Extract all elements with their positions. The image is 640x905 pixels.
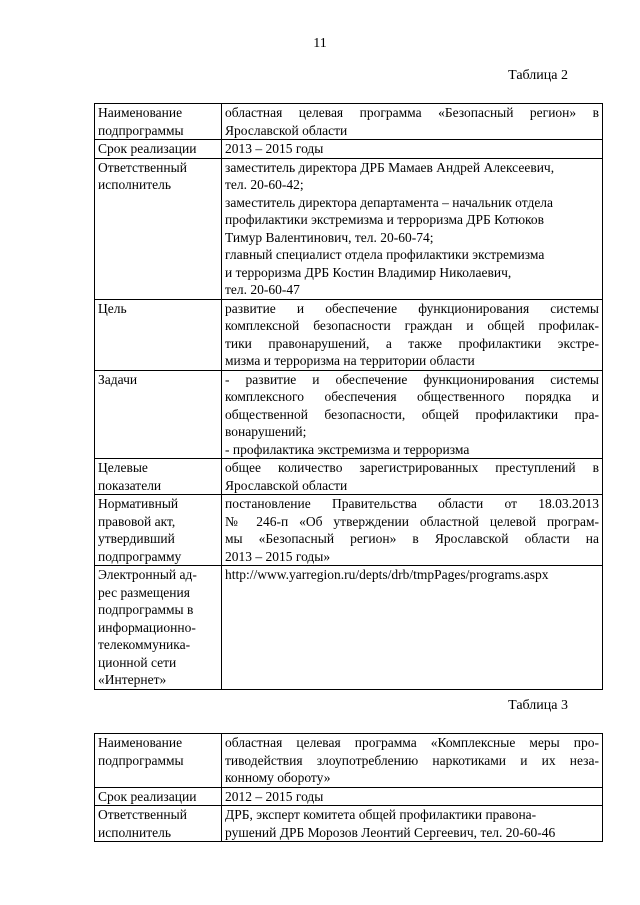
row-value-line: тел. 20-60-42; bbox=[225, 177, 304, 192]
table-row bbox=[95, 495, 603, 566]
row-label-line: Целевые bbox=[98, 460, 148, 475]
row-label-line: Цель bbox=[98, 300, 127, 316]
row-label-line: показатели bbox=[98, 477, 162, 493]
row-value-cell bbox=[222, 806, 603, 842]
row-value-cell bbox=[222, 495, 603, 566]
row-value-line: областная целевая программа «Комплексные меры про- bbox=[225, 735, 599, 750]
row-value-line: тики правонарушений, а также профилактики экстре- bbox=[225, 335, 599, 351]
row-label-cell bbox=[95, 140, 222, 159]
row-label-cell bbox=[95, 299, 222, 370]
row-value-line: тел. 20-60-47 bbox=[225, 282, 300, 297]
row-label-cell bbox=[95, 734, 222, 788]
row-value-line: ДРБ, эксперт комитета общей профилактики правона- bbox=[225, 807, 537, 822]
row-value-line: Тимур Валентинович, тел. 20-60-74; bbox=[225, 229, 434, 245]
row-label-line: подпрограммы в bbox=[98, 602, 194, 617]
row-label-line: «Интернет» bbox=[98, 672, 167, 687]
row-value-cell bbox=[222, 140, 603, 159]
row-label-line: информационно- bbox=[98, 619, 196, 635]
row-label-line: Ответственный bbox=[98, 807, 187, 822]
row-value-line: заместитель директора ДРБ Мамаев Андрей Алексеевич, bbox=[225, 159, 555, 175]
table-row bbox=[95, 734, 603, 788]
table-2-caption: Таблица 2 bbox=[508, 68, 568, 83]
row-label-line: рес размещения bbox=[98, 584, 190, 600]
table-2-body bbox=[95, 104, 603, 690]
row-value-line: конному обороту» bbox=[225, 770, 331, 785]
table-row bbox=[95, 370, 603, 459]
row-label-cell bbox=[95, 459, 222, 495]
row-value-line: № 246-п «Об утверждении областной целевой програм- bbox=[225, 513, 599, 529]
row-label-line: ционной сети bbox=[98, 654, 177, 670]
row-label-line: подпрограммы bbox=[98, 752, 184, 768]
row-label-line: правовой акт, bbox=[98, 513, 176, 529]
row-label-line: Срок реализации bbox=[98, 141, 197, 156]
row-label-line: подпрограммы bbox=[98, 122, 184, 138]
row-value-line: тиводействия злоупотреблению наркотиками и их неза- bbox=[225, 752, 599, 768]
row-label-line: Нормативный bbox=[98, 496, 179, 511]
row-value-line: - развитие и обеспечение функционирования системы bbox=[225, 371, 599, 387]
row-value-line: 2012 – 2015 годы bbox=[225, 788, 324, 804]
row-label-line: утвердивший bbox=[98, 531, 175, 546]
row-value-cell bbox=[222, 370, 603, 459]
table-row bbox=[95, 806, 603, 842]
row-value-line: вонарушений; bbox=[225, 424, 307, 439]
row-label-line: Электронный ад- bbox=[98, 567, 197, 582]
row-value-line: развитие и обеспечение функционирования системы bbox=[225, 300, 599, 316]
row-label-line: Задачи bbox=[98, 371, 138, 387]
row-value-cell bbox=[222, 158, 603, 299]
row-label-cell bbox=[95, 566, 222, 690]
table-3-body bbox=[95, 734, 603, 842]
table-row bbox=[95, 104, 603, 140]
row-value-cell bbox=[222, 459, 603, 495]
row-value-line: и терроризма ДРБ Костин Владимир Николаевич, bbox=[225, 264, 512, 280]
row-value-cell bbox=[222, 734, 603, 788]
table-row bbox=[95, 787, 603, 806]
row-label-line: телекоммуника- bbox=[98, 637, 191, 652]
row-label-cell bbox=[95, 104, 222, 140]
row-label-line: Ответственный bbox=[98, 159, 187, 175]
row-value-line: общественной безопасности, общей профилактики пра- bbox=[225, 406, 599, 422]
row-value-line: - профилактика экстремизма и терроризма bbox=[225, 441, 470, 457]
row-label-cell bbox=[95, 787, 222, 806]
row-value-line: http://www.yarregion.ru/depts/drb/tmpPages/programs.aspx bbox=[225, 567, 549, 582]
row-value-line: 2013 – 2015 годы» bbox=[225, 548, 331, 564]
row-label-line: подпрограмму bbox=[98, 548, 182, 564]
row-label-line: исполнитель bbox=[98, 824, 171, 840]
row-label-line: Наименование bbox=[98, 105, 183, 120]
table-3 bbox=[94, 733, 603, 842]
row-value-line: профилактики экстремизма и терроризма ДРБ Котюков bbox=[225, 212, 545, 227]
row-label-cell bbox=[95, 806, 222, 842]
table-row bbox=[95, 566, 603, 690]
row-value-cell bbox=[222, 104, 603, 140]
row-value-line: комплексной безопасности граждан и общей профилак- bbox=[225, 318, 599, 333]
table-row bbox=[95, 158, 603, 299]
row-value-line: областная целевая программа «Безопасный регион» в bbox=[225, 105, 599, 120]
row-label-line: Срок реализации bbox=[98, 788, 197, 804]
table-row bbox=[95, 459, 603, 495]
row-value-line: Ярославской области bbox=[225, 477, 348, 493]
row-label-cell bbox=[95, 370, 222, 459]
row-value-line: комплексного обеспечения общественного порядка и bbox=[225, 389, 599, 404]
table-row bbox=[95, 140, 603, 159]
row-value-line: общее количество зарегистрированных преступлений в bbox=[225, 460, 599, 475]
row-label-line: исполнитель bbox=[98, 177, 171, 192]
table-row bbox=[95, 299, 603, 370]
row-label-cell bbox=[95, 495, 222, 566]
row-value-line: постановление Правительства области от 18.03.2013 bbox=[225, 496, 599, 511]
row-value-cell bbox=[222, 787, 603, 806]
row-value-line: Ярославской области bbox=[225, 122, 348, 138]
table-3-caption: Таблица 3 bbox=[508, 698, 568, 713]
row-label-cell bbox=[95, 158, 222, 299]
row-value-line: мизма и терроризма на территории области bbox=[225, 353, 475, 368]
page-number: 11 bbox=[313, 36, 327, 51]
row-value-cell bbox=[222, 299, 603, 370]
row-value-line: главный специалист отдела профилактики экстремизма bbox=[225, 247, 545, 262]
row-value-line: рушений ДРБ Морозов Леонтий Сергеевич, тел. 20-60-46 bbox=[225, 824, 556, 840]
row-value-line: 2013 – 2015 годы bbox=[225, 141, 324, 156]
table-2 bbox=[94, 103, 603, 690]
row-label-line: Наименование bbox=[98, 735, 183, 750]
row-value-line: мы «Безопасный регион» в Ярославской области на bbox=[225, 531, 599, 546]
row-value-cell bbox=[222, 566, 603, 690]
row-value-line: заместитель директора департамента – начальник отдела bbox=[225, 194, 554, 210]
